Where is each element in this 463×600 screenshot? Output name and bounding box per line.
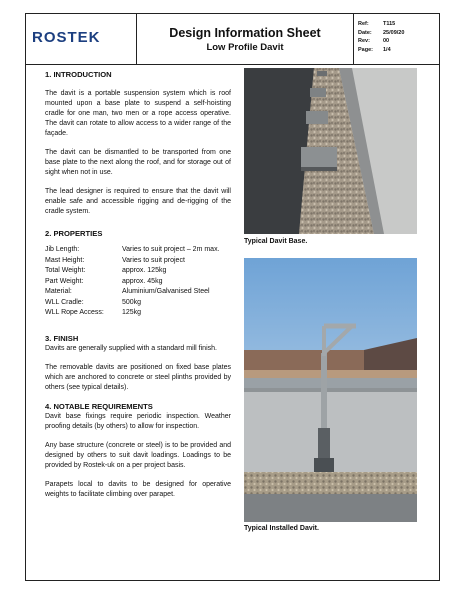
- property-value: Varies to suit project: [122, 256, 185, 264]
- property-row: [45, 287, 231, 298]
- property-label: WLL Cradle:: [45, 298, 84, 306]
- meta-row-ref: [358, 20, 404, 29]
- header: [26, 14, 439, 65]
- rostek-logo: ROSTEK: [32, 29, 101, 46]
- requirements-paragraph: Davit base fixings require periodic inspection. Weather proofing details (by others) to allow for inspection.: [45, 412, 231, 430]
- meta-row-rev: [358, 37, 404, 46]
- property-row: [45, 298, 231, 309]
- davit-base-photo: [244, 68, 417, 234]
- intro-heading: 1. INTRODUCTION: [45, 70, 112, 79]
- meta-value: 00: [383, 38, 390, 45]
- property-value: 500kg: [122, 298, 142, 306]
- header-divider: [353, 14, 354, 64]
- figure-caption-1: Typical Davit Base.: [244, 238, 308, 245]
- property-value: approx. 125kg: [122, 267, 167, 274]
- property-row: [45, 308, 231, 319]
- meta-row-page: [358, 46, 404, 55]
- meta-value: 25/09/20: [383, 29, 405, 36]
- properties-table: [45, 245, 231, 319]
- meta-value: T115: [383, 21, 396, 27]
- finish-heading: 3. FINISH: [45, 333, 79, 343]
- sheet-title: Design Information Sheet: [169, 26, 321, 40]
- property-value: Aluminium/Galvanised Steel: [122, 288, 210, 295]
- sheet-subtitle: Low Profile Davit: [206, 42, 284, 53]
- property-label: Mast Height:: [45, 256, 85, 264]
- installed-davit-photo: [244, 258, 417, 522]
- figure-caption-2: Typical Installed Davit.: [244, 525, 319, 532]
- property-row: [45, 266, 231, 277]
- meta-block: [358, 20, 404, 54]
- text-column: [45, 70, 231, 500]
- intro-paragraph: The lead designer is required to ensure that the davit will enable safe and accessible rigging and de-rigging of the cradle system.: [45, 188, 231, 215]
- property-label: Total Weight:: [45, 267, 86, 274]
- intro-paragraph: The davit is a portable suspension system which is roof mounted upon a base plate to suspend a self-hoisting cradle for one man, two men or a rope access operative. The davit can rotate to allow access to a wider range of the façade.: [45, 90, 231, 137]
- meta-value: 1/4: [383, 46, 391, 53]
- meta-label: Ref:: [358, 21, 369, 27]
- property-label: Part Weight:: [45, 277, 84, 285]
- meta-label: Rev:: [358, 38, 370, 45]
- meta-row-date: [358, 29, 404, 38]
- property-label: Material:: [45, 288, 72, 295]
- property-value: approx. 45kg: [122, 277, 163, 285]
- property-row: [45, 245, 231, 256]
- properties-heading: 2. PROPERTIES: [45, 229, 103, 238]
- finish-paragraph: Davits are generally supplied with a standard mill finish.: [45, 344, 217, 352]
- property-row: [45, 277, 231, 288]
- meta-label: Page:: [358, 46, 373, 53]
- requirements-paragraph: Any base structure (concrete or steel) is to be provided and designed by others to suit davit loadings. Loadings to be provided by Rostek-uk on a per project basis.: [45, 441, 231, 469]
- davit-base-image: [244, 68, 417, 234]
- property-row: [45, 256, 231, 267]
- property-value: Varies to suit project – 2m max.: [122, 246, 220, 253]
- requirements-heading: 4. NOTABLE REQUIREMENTS: [45, 401, 153, 411]
- finish-paragraph: The removable davits are positioned on fixed base plates which are anchored to concrete or steel plinths provided by others (see typical details).: [45, 363, 231, 391]
- property-label: Jib Length:: [45, 246, 80, 253]
- intro-paragraph: The davit can be dismantled to be transported from one base plate to the next along the roof, and for storage out of sight when not in use.: [45, 149, 231, 176]
- installed-davit-image: [244, 258, 417, 522]
- property-value: 125kg: [122, 309, 142, 316]
- meta-label: Date:: [358, 29, 372, 36]
- property-label: WLL Rope Access:: [45, 309, 104, 316]
- requirements-paragraph: Parapets local to davits to be designed for operative weights to facilitate climbing over parapet.: [45, 480, 231, 498]
